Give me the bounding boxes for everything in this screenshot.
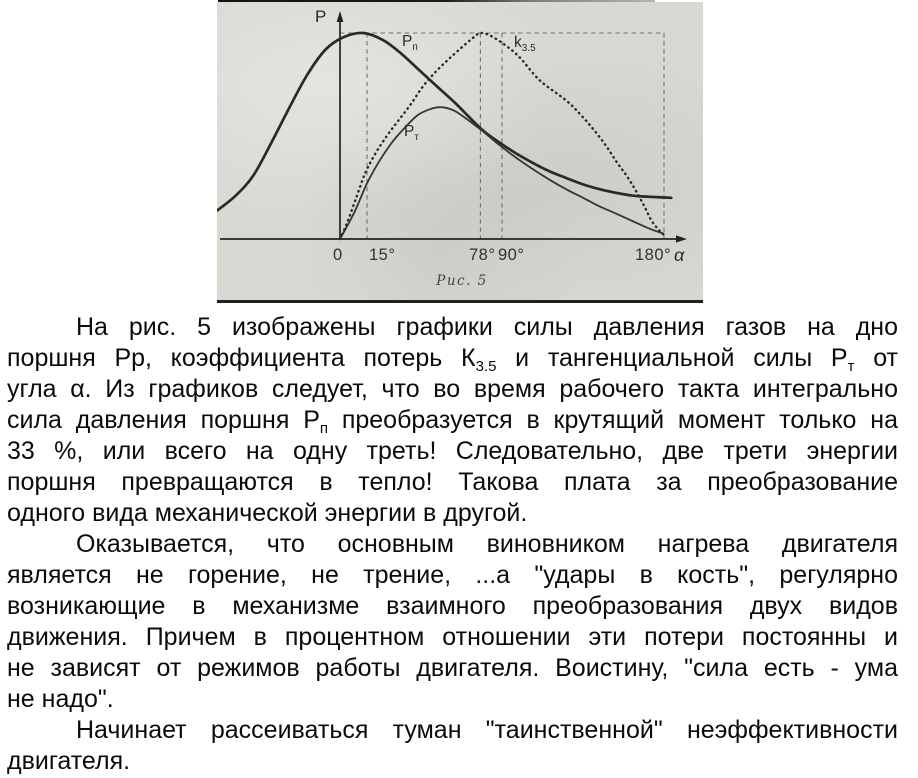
text-line [7,436,898,467]
x-axis-arrow [676,235,687,242]
body-text: угла α. Из графиков следует, что во время рабочего такта интегрально [7,375,898,403]
text-line [7,467,898,498]
curve-label-Pp [402,33,418,53]
body-text: движения. Причем в процентном отношении эти потери постоянны и [7,623,898,651]
text-line [7,622,898,653]
curve-K3.5 [340,33,664,239]
text-line [7,374,898,405]
y-axis-label: P [315,7,327,26]
text-line [7,715,898,746]
text-line [7,498,898,529]
body-text: возникающие в механизме взаимного преобразования двух видов [7,592,898,620]
body-text: Начинает рассеиваться туман "таинственной" неэффективности [76,716,898,744]
body-text: поршня Рр, коэффициента потерь К [7,344,476,372]
body-text: не надо". [7,685,114,713]
x-tick-90: 90° [498,246,525,264]
x-tick-180: 180° [635,246,672,264]
curve-label-subscript: т [414,132,419,143]
x-tick-78: 78° [469,246,496,264]
figure-5 [217,2,703,303]
curve-label-subscript: 3.5 [521,43,536,54]
curve-label-subscript: п [412,42,418,53]
body-text: двигателя. [7,747,131,775]
body-text: Оказывается, что основным виновником нагрева двигателя [76,530,898,558]
figure-caption: Рис. 5 [436,273,488,289]
curve-label-Pt [404,123,419,143]
body-text: поршня превращаются в тепло! Такова плата за преобразование [7,468,898,496]
body-text: сила давления поршня Р [7,406,320,434]
text-line [7,653,898,684]
body-text: 33 %, или всего на одну треть! Следовательно, две трети энергии [7,437,898,465]
curve-label-K3.5 [514,34,536,54]
curve-Pp [218,33,672,210]
curve-label-main: k [514,34,522,51]
text-line [7,529,898,560]
body-text: одного вида механической энергии в другой. [7,499,528,527]
text-line [7,343,898,374]
subscript-text: т [847,358,855,375]
subscript-text: п [319,420,328,437]
body-text: На рис. 5 изображены графики силы давления газов на дно [76,313,898,341]
x-tick-15: 15° [369,246,396,264]
text-line [7,591,898,622]
y-axis-arrow [337,11,344,22]
subscript-text: 3.5 [475,358,497,375]
curve-label-main: P [402,33,413,50]
body-text: и тангенциальной силы Р [496,344,848,372]
body-text: от [854,344,898,372]
article-text [7,312,898,777]
text-line [7,684,898,715]
curve-label-main: P [404,123,415,140]
text-line [7,746,898,777]
body-text: не зависят от режимов работы двигателя. Воистину, "сила есть - ума [7,654,898,682]
pressure-forces-chart [217,2,703,300]
text-line [7,405,898,436]
body-text: преобразуется в крутящий момент только на [328,406,898,434]
text-line [7,312,898,343]
text-line [7,560,898,591]
x-axis-label: α [674,245,685,265]
body-text: является не горение, не трение, ...а "удары в кость", регулярно [7,561,898,589]
x-tick-0: 0 [333,246,343,264]
